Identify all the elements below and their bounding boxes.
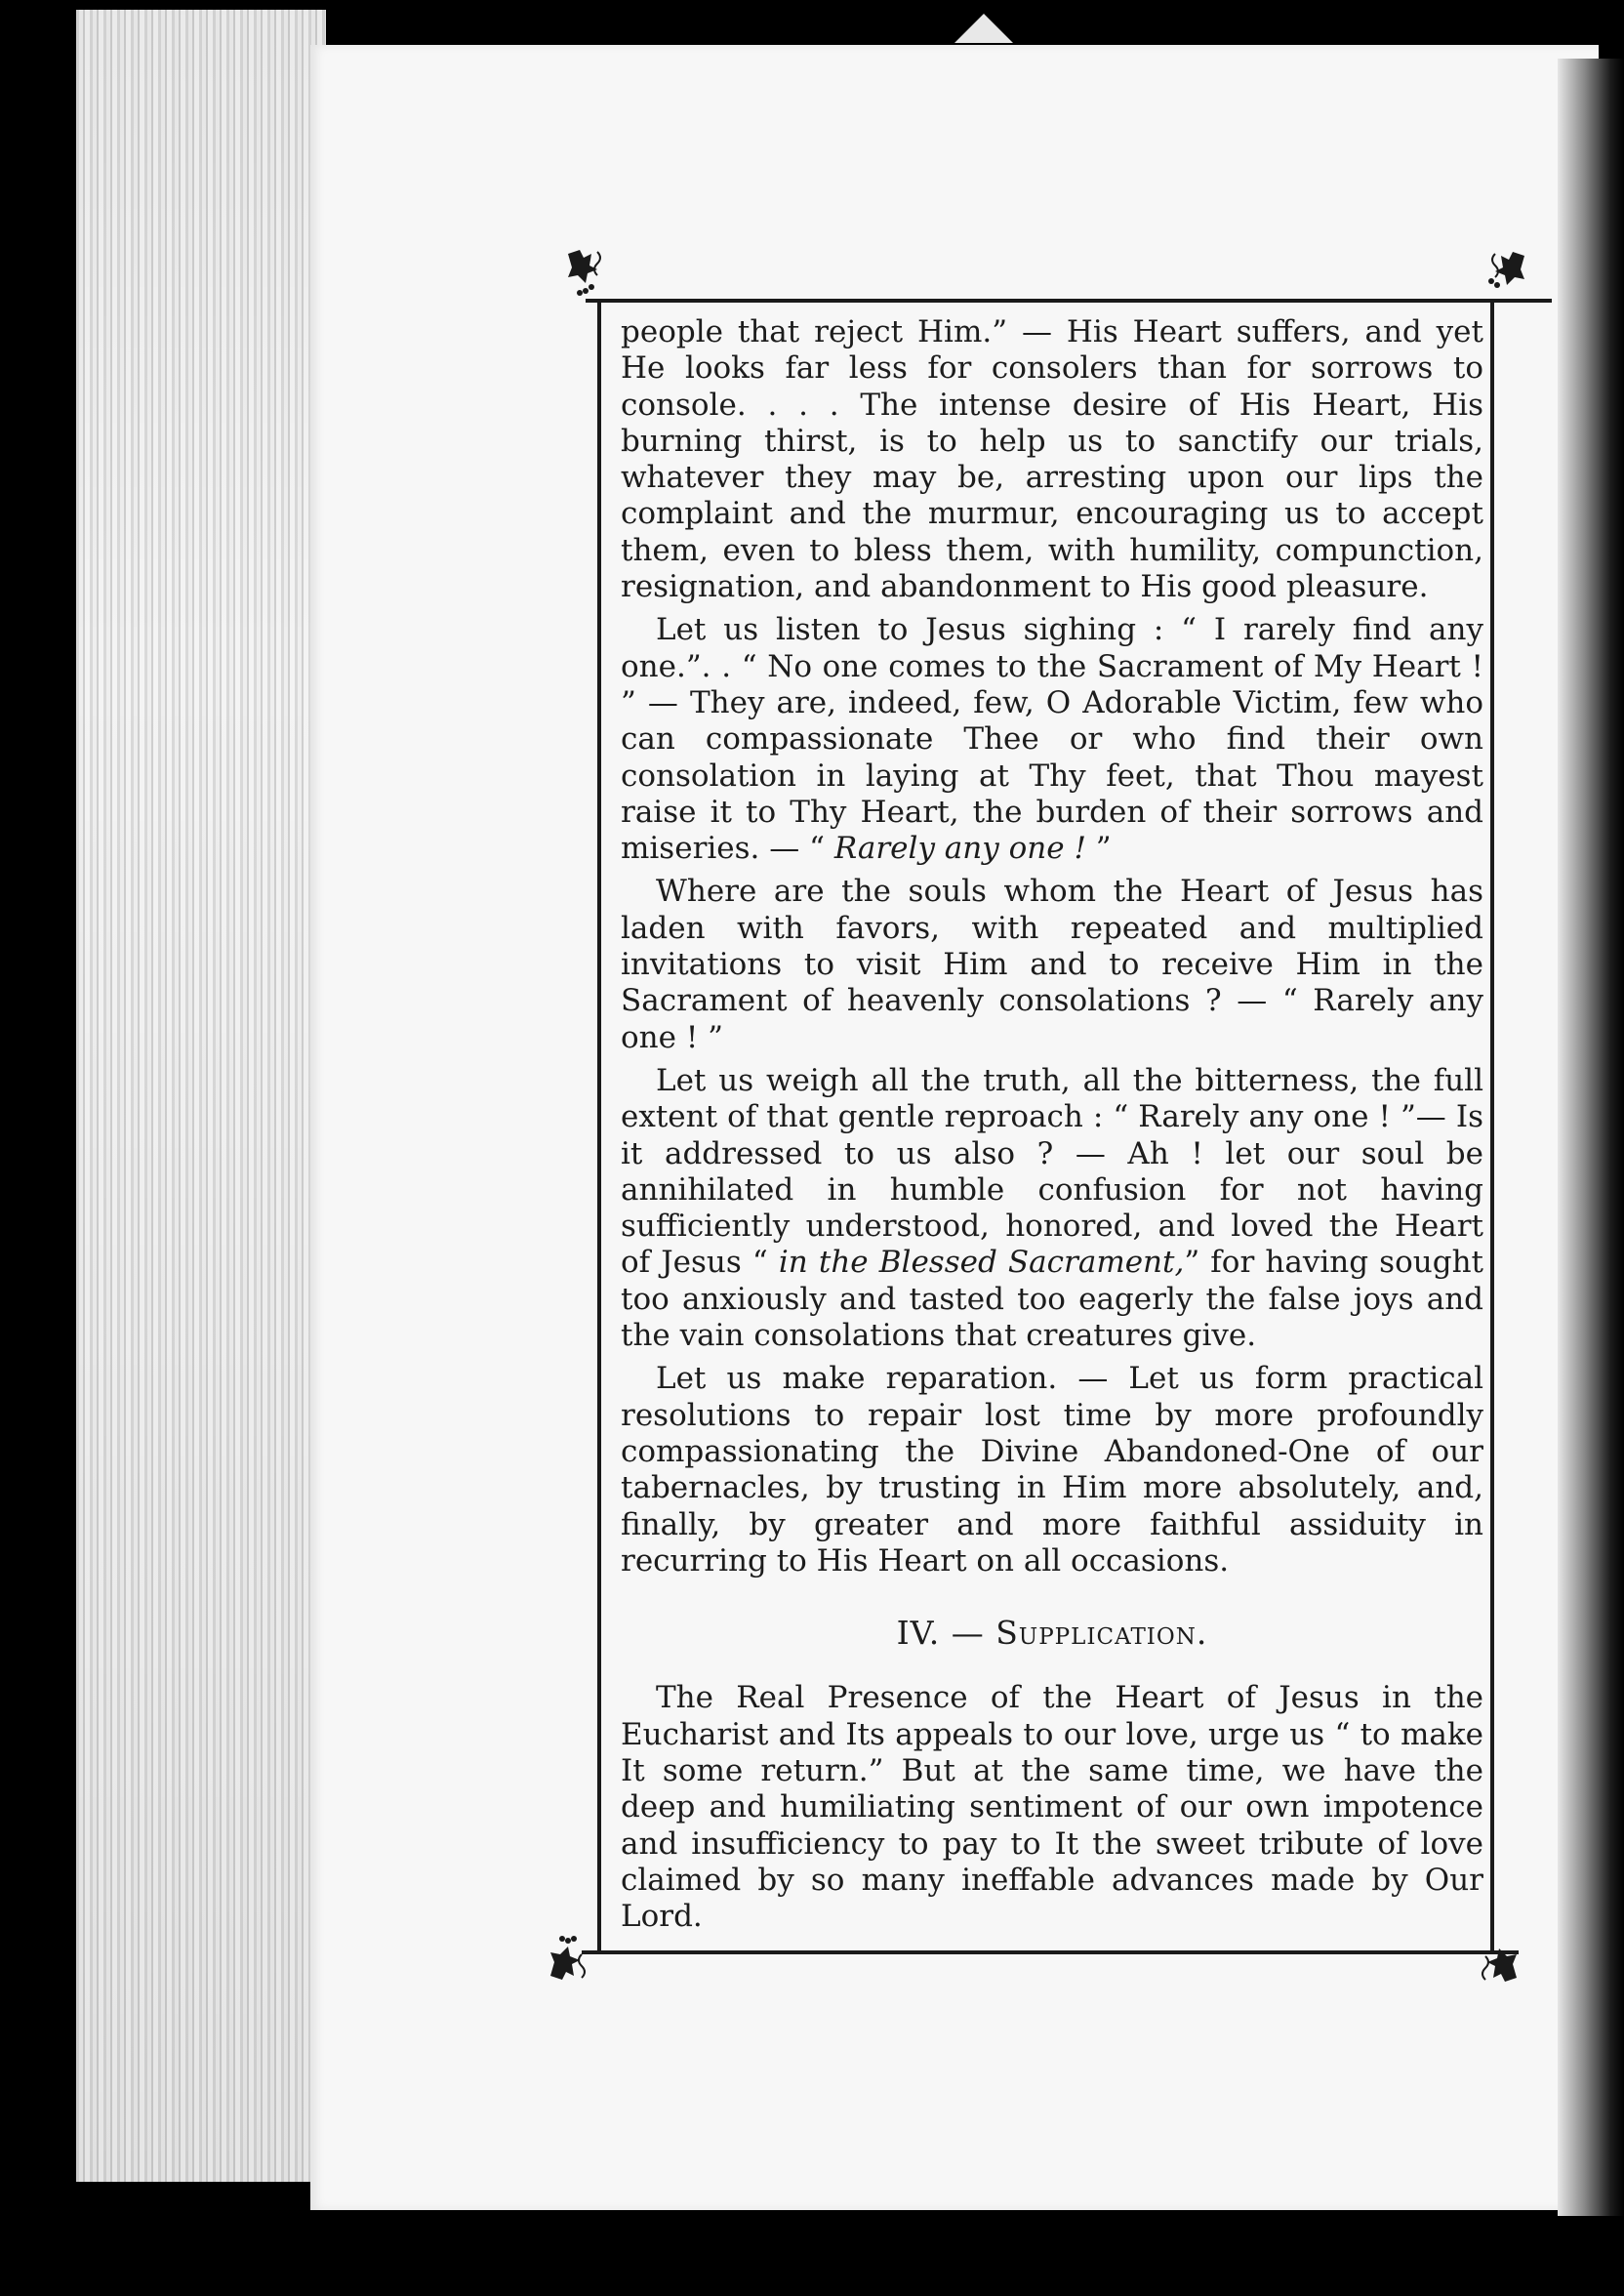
paragraph-6: The Real Presence of the Heart of Jesus in the Eucharist and Its appeals to our love, urge us “ to make It some return.” But at the same time, we have the deep and humiliating sentiment of our own impotence and insufficiency to pay to It the sweet tribute of love claimed by so many ineffable advances made by Our Lord. (621, 1680, 1483, 1935)
page-corner-tab (954, 14, 1013, 43)
vine-leaf-corner-icon (562, 248, 609, 299)
section-title: Supplication. (995, 1614, 1208, 1653)
vine-leaf-corner-icon (1483, 250, 1530, 301)
paragraph-4-close: ” for having sought too anxiously and tasted too eagerly the false joys and the vain consolations that creatures give. (621, 1245, 1483, 1354)
paragraph-5: Let us make reparation. — Let us form practical resolutions to repair lost time by more profoundly compassionating the Divine Abandoned-One of our tabernacles, by trusting in Him more absolutely, and, finally, by greater and more faithful assiduity in recurring to His Heart on all occasions. (621, 1361, 1483, 1578)
section-heading (621, 1615, 1483, 1651)
paragraph-4 (621, 1063, 1483, 1354)
paragraph-3: Where are the souls whom the Heart of Jesus has laden with favors, with repeated and multiplied invitations to visit Him and to receive Him in the Sacrament of heavenly consolations ? — “ Rarely any one ! ” (621, 874, 1483, 1055)
frame-top-rule (586, 299, 1552, 303)
paragraph-2-text: Let us listen to Jesus sighing : “ I rarely find any one.”. . “ No one comes to the Sacrament of My Heart ! ” — They are, indeed, few, O Adorable Victim, few who can compassionate Thee or who find their own consolation in laying at Thy feet, that Thou mayest raise it to Thy Heart, the burden of their sorrows and miseries. — “ (621, 612, 1483, 867)
paragraph-4-text: Let us weigh all the truth, all the bitterness, the full extent of that gentle reproach : “ Rarely any one ! ”— Is it addressed to us also ? — Ah ! let our soul be annihilated in humble confusion for not having sufficiently understood, honored, and loved the Heart of Jesus “ (621, 1062, 1483, 1281)
page-body-text (621, 314, 1483, 1942)
paragraph-2 (621, 612, 1483, 867)
section-number: IV. — (896, 1614, 996, 1653)
frame-right-rule (1490, 303, 1494, 1952)
paragraph-1: people that reject Him.” — His Heart suffers, and yet He looks far less for consolers than for sorrows to console. . . . The intense desire of His Heart, His burning thirst, is to help us to sanctify our trials, whatever they may be, arresting upon our lips the complaint and the murmur, encouraging us to accept them, even to bless them, with humility, compunction, resignation, and abandonment to His good pleasure. (621, 314, 1483, 605)
frame-left-rule (597, 303, 601, 1952)
page-stack-edges (76, 10, 326, 2182)
paragraph-4-emphasis: in the Blessed Sacrament, (778, 1245, 1185, 1281)
vine-leaf-corner-icon (545, 1931, 591, 1982)
paragraph-2-emphasis: Rarely any one ! (833, 831, 1086, 867)
frame-bottom-rule (582, 1950, 1519, 1954)
paragraph-2-close: ” (1085, 831, 1112, 867)
binding-shadow (1558, 59, 1624, 2216)
